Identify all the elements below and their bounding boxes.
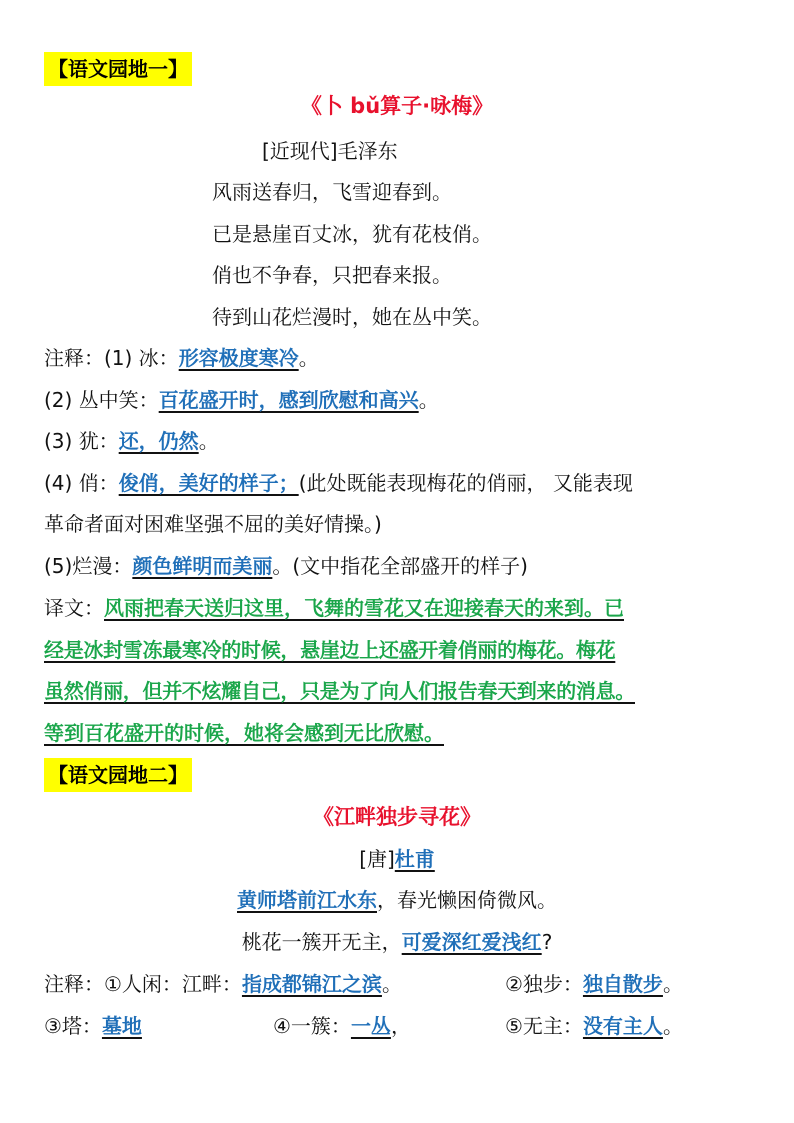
note-label: 注释：①人闲：江畔： — [44, 972, 242, 996]
translation-text: 风雨把春天送归这里，飞舞的雪花又在迎接春天的来到。已 — [104, 596, 624, 620]
poem-line-answer: 黄师塔前江水东 — [237, 888, 377, 912]
note-5 — [44, 552, 528, 580]
note-label: 注释：(1) 冰： — [44, 346, 179, 370]
author-name: 杜甫 — [394, 847, 435, 871]
note-answer: 独自散步 — [582, 972, 663, 996]
note-end: 。 — [662, 1014, 683, 1038]
section-label: 【语文园地一】 — [44, 52, 192, 86]
note-end: ， — [390, 1014, 411, 1038]
poem-line-start: 桃花一簇开无主， — [241, 930, 402, 954]
note-c — [44, 1012, 142, 1040]
poem-title-2: 《江畔独步寻花》 — [313, 805, 481, 829]
author-dynasty: [唐] — [359, 847, 395, 871]
note-answer: 颜色鲜明而美丽 — [132, 554, 273, 578]
poem-line-end: ? — [541, 930, 553, 954]
translation-label: 译文： — [44, 596, 104, 620]
section-label: 【语文园地二】 — [44, 758, 192, 792]
poem-line — [0, 886, 794, 914]
note-e — [505, 1012, 683, 1040]
translation-line-1 — [44, 594, 624, 622]
poem-line: 俏也不争春，只把春来报。 — [212, 263, 452, 287]
note-label: (4) 俏： — [44, 471, 119, 495]
note-answer: 百花盛开时，感到欣慰和高兴 — [158, 388, 419, 412]
note-a — [44, 970, 402, 998]
note-answer: 没有主人 — [582, 1014, 663, 1038]
note-label: (3) 犹： — [44, 429, 119, 453]
note-3 — [44, 427, 219, 455]
note-label: ③塔： — [44, 1014, 102, 1038]
poem-author-1: [近现代]毛泽东 — [262, 139, 398, 163]
note-label: (5)烂漫： — [44, 554, 133, 578]
note-answer: 俊俏，美好的样子； — [118, 471, 299, 495]
note-answer: 形容极度寒冷 — [178, 346, 299, 370]
note-end: 。 — [662, 972, 683, 996]
poem-line: 待到山花烂漫时，她在丛中笑。 — [212, 305, 492, 329]
poem-line: 已是悬崖百丈冰，犹有花枝俏。 — [212, 222, 492, 246]
note-end: 。 — [198, 429, 219, 453]
note-4-continued: 革命者面对困难坚强不屈的美好情操。) — [44, 512, 382, 536]
poem-line-rest: ，春光懒困倚微风。 — [377, 888, 557, 912]
note-d — [273, 1012, 411, 1040]
note-1 — [44, 344, 319, 372]
note-label: ⑤无主： — [505, 1014, 583, 1038]
translation-line-3: 虽然俏丽，但并不炫耀自己，只是为了向人们报告春天到来的消息。 — [44, 679, 635, 703]
poem-line-answer: 可爱深红爱浅红 — [401, 930, 542, 954]
note-end: 。 — [418, 388, 439, 412]
note-label: ④一簇： — [273, 1014, 351, 1038]
poem-line — [0, 928, 794, 956]
note-b — [505, 970, 683, 998]
poem-author-2 — [0, 845, 794, 873]
note-2 — [44, 386, 439, 414]
translation-line-2: 经是冰封雪冻最寒冷的时候，悬崖边上还盛开着俏丽的梅花。梅花 — [44, 638, 616, 662]
poem-title-1: 《卜 bǔ算子·咏梅》 — [300, 94, 494, 118]
section-tag-1 — [44, 52, 192, 86]
note-tail: (此处既能表现梅花的俏丽， 又能表现 — [298, 471, 633, 495]
note-end: 。 — [381, 972, 402, 996]
note-answer: 一丛 — [350, 1014, 391, 1038]
note-end: 。 — [298, 346, 319, 370]
note-answer: 还，仍然 — [118, 429, 199, 453]
section-tag-2 — [44, 758, 192, 792]
note-tail: 。(文中指花全部盛开的样子) — [272, 554, 528, 578]
note-answer: 墓地 — [101, 1014, 142, 1038]
note-label: ②独步： — [505, 972, 583, 996]
note-label: (2) 丛中笑： — [44, 388, 159, 412]
note-answer: 指成都锦江之滨 — [241, 972, 382, 996]
translation-line-4: 等到百花盛开的时候，她将会感到无比欣慰。 — [44, 721, 444, 745]
note-4 — [44, 469, 633, 497]
poem-line: 风雨送春归，飞雪迎春到。 — [212, 180, 452, 204]
